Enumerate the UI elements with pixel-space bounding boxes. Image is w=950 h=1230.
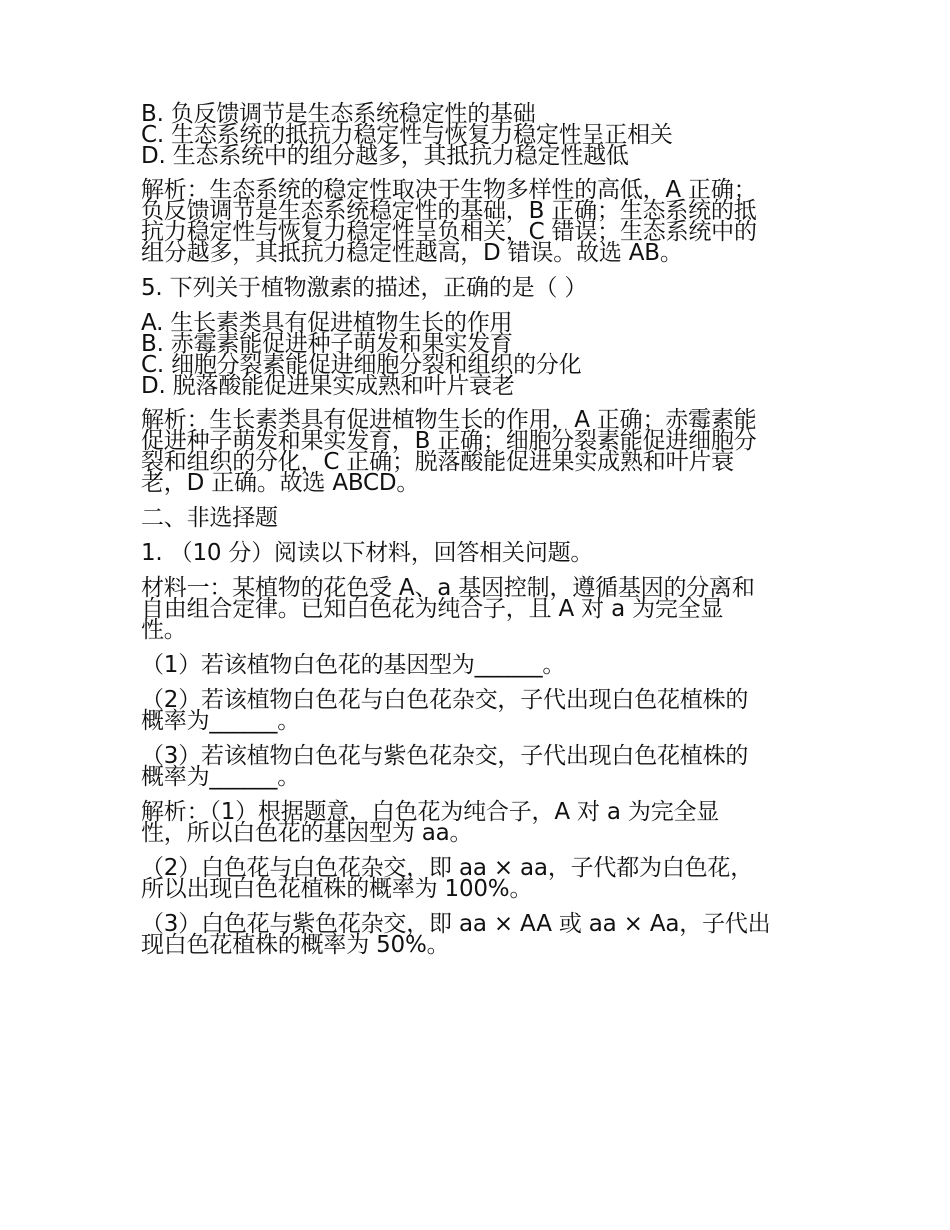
sub-question: （1）若该植物白色花的基因型为______。	[141, 652, 566, 678]
q1-sub2	[141, 687, 813, 734]
option-d: D. 脱落酸能促进果实成熟和叶片衰老	[141, 373, 515, 399]
material-line: 材料一：某植物的花色受 A、a 基因控制，遵循基因的分离和	[141, 575, 755, 601]
analysis-line: 促进种子萌发和果实发育，B 正确；细胞分裂素能促进细胞分	[141, 428, 757, 454]
analysis-line: 现白色花植株的概率为 50%。	[141, 932, 450, 958]
sub-question: （2）若该植物白色花与白色花杂交，子代出现白色花植株的	[141, 687, 749, 713]
sub-question: 概率为______。	[141, 708, 301, 734]
analysis-line: 抗力稳定性与恢复力稳定性呈负相关，C 错误；生态系统中的	[141, 219, 757, 245]
q1-stem	[141, 540, 813, 566]
option-c: C. 生态系统的抵抗力稳定性与恢复力稳定性呈正相关	[141, 122, 673, 148]
analysis-line: 所以出现白色花植株的概率为 100%。	[141, 876, 533, 902]
analysis-line: （3）白色花与紫色花杂交，即 aa × AA 或 aa × Aa，子代出	[141, 911, 771, 937]
analysis-line: 解析：（1）根据题意，白色花为纯合子，A 对 a 为完全显	[141, 799, 720, 825]
q5-stem	[141, 275, 813, 301]
q1-sub1	[141, 652, 813, 678]
sub-question: （3）若该植物白色花与紫色花杂交，子代出现白色花植株的	[141, 743, 749, 769]
q1-analysis-1	[141, 799, 813, 846]
analysis-line: 性，所以白色花的基因型为 aa。	[141, 820, 473, 846]
analysis-line: 解析：生态系统的稳定性取决于生物多样性的高低，A 正确；	[141, 177, 757, 203]
question-stem: 5. 下列关于植物激素的描述，正确的是（ ）	[141, 275, 588, 301]
material-line: 自由组合定律。已知白色花为纯合子，且 A 对 a 为完全显	[141, 596, 724, 622]
analysis-line: 解析：生长素类具有促进植物生长的作用，A 正确；赤霉素能	[141, 407, 757, 433]
q5-options	[141, 310, 813, 399]
option-b: B. 负反馈调节是生态系统稳定性的基础	[141, 101, 536, 127]
q4-options-tail	[141, 101, 813, 169]
q1-sub3	[141, 743, 813, 790]
analysis-line: 裂和组织的分化，C 正确；脱落酸能促进果实成熟和叶片衰	[141, 449, 734, 475]
q1-analysis-2	[141, 855, 813, 902]
section-heading: 二、非选择题	[141, 505, 278, 531]
option-b: B. 赤霉素能促进种子萌发和果实发育	[141, 331, 513, 357]
section-title	[141, 505, 813, 531]
option-d: D. 生态系统中的组分越多，其抵抗力稳定性越低	[141, 143, 629, 169]
material-line: 性。	[141, 617, 187, 643]
q1-material	[141, 575, 813, 643]
analysis-line: 组分越多，其抵抗力稳定性越高，D 错误。故选 AB。	[141, 240, 683, 266]
option-a: A. 生长素类具有促进植物生长的作用	[141, 310, 513, 336]
analysis-line: 负反馈调节是生态系统稳定性的基础，B 正确；生态系统的抵	[141, 198, 757, 224]
analysis-line: 老，D 正确。故选 ABCD。	[141, 470, 420, 496]
document-page	[141, 101, 813, 958]
q4-analysis	[141, 177, 813, 266]
question-stem: 1. （10 分）阅读以下材料，回答相关问题。	[141, 540, 594, 566]
q1-analysis-3	[141, 911, 813, 958]
sub-question: 概率为______。	[141, 764, 301, 790]
option-c: C. 细胞分裂素能促进细胞分裂和组织的分化	[141, 352, 582, 378]
q5-analysis	[141, 407, 813, 496]
analysis-line: （2）白色花与白色花杂交，即 aa × aa，子代都为白色花，	[141, 855, 754, 881]
